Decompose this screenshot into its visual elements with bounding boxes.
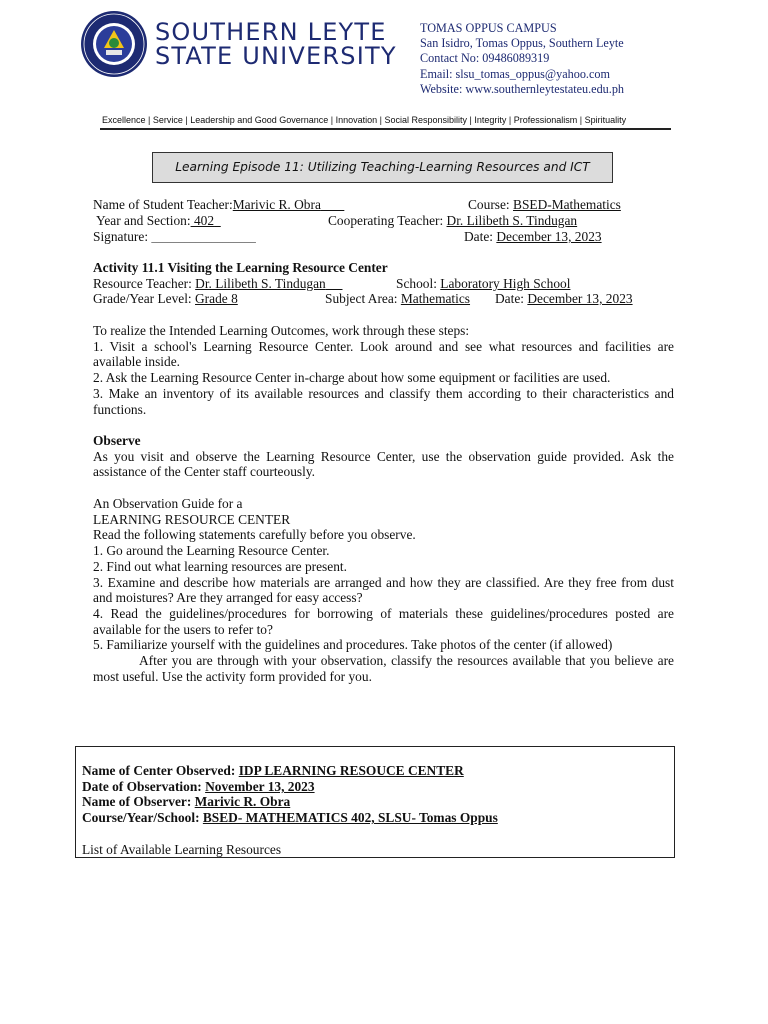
observation-date-value: November 13, 2023: [205, 779, 315, 794]
step-1: 1. Visit a school's Learning Resource Center. Look around and see what resources and facilities are available inside.: [93, 338, 674, 370]
course-value: BSED-Mathematics: [513, 197, 621, 212]
observer-name-field: [82, 794, 290, 810]
university-seal-logo: [80, 10, 148, 78]
resource-teacher-label: Resource Teacher:: [93, 276, 196, 291]
resource-teacher-value: Dr. Lilibeth S. Tindugan: [195, 276, 326, 291]
campus-website: Website: www.southernleytestateu.edu.ph: [420, 81, 625, 96]
resource-teacher-field: [93, 276, 343, 292]
observe-text: As you visit and observe the Learning Resource Center, use the observation guide provided. Ask the assistance of the Center staff courteously.: [93, 448, 674, 480]
grade-level-value: Grade 8: [195, 291, 238, 306]
guide-item-3: 3. Examine and describe how materials are arranged and how they are classified. Are they free from dust and moistures? Are they arranged for easy access?: [93, 574, 674, 606]
campus-contact: Contact No: 09486089319: [420, 51, 550, 66]
course-label: Course:: [468, 197, 514, 212]
steps-section: [93, 323, 674, 417]
signature-field: [93, 229, 256, 247]
resources-list-label: List of Available Learning Resources: [82, 842, 282, 857]
subject-area-value: Mathematics: [400, 291, 471, 306]
observer-name-label: Name of Observer:: [82, 794, 195, 809]
guide-item-4: 4. Read the guidelines/procedures for borrowing of materials these guidelines/procedures posted are available for the users to refer to?: [93, 605, 674, 637]
school-field: [396, 276, 570, 292]
cooperating-teacher-value: Dr. Lilibeth S. Tindugan: [446, 213, 578, 228]
guide-item-5: 5. Familiarize yourself with the guidelines and procedures. Take photos of the center (if allowed): [93, 637, 613, 653]
guide-closing: After you are through with your observation, classify the resources available that you believe are most useful. Use the activity form provided for you.: [93, 653, 674, 684]
center-observed-value: IDP LEARNING RESOUCE CENTER: [238, 763, 464, 778]
course-year-school-field: [82, 810, 498, 826]
course-year-school-value: BSED- MATHEMATICS 402, SLSU- Tomas Oppus: [202, 810, 498, 825]
activity-date-value: December 13, 2023: [527, 291, 633, 306]
episode-title: Learning Episode 11: Utilizing Teaching-Learning Resources and ICT: [175, 159, 590, 174]
guide-item-1: 1. Go around the Learning Resource Center.: [93, 543, 330, 559]
core-values: Excellence | Service | Leadership and Good Governance | Innovation | Social Responsibility | Integrity | Professionalism | Spirituality: [102, 115, 627, 125]
activity-title: Activity 11.1 Visiting the Learning Resource Center: [93, 260, 388, 275]
student-name-value: Marivic R. Obra: [232, 197, 321, 212]
header-divider: [100, 128, 671, 130]
step-2: 2. Ask the Learning Resource Center in-charge about how some equipment or facilities are used.: [93, 370, 611, 386]
year-section-value: 402: [190, 213, 215, 228]
activity-form-box: [75, 746, 675, 858]
cooperating-teacher-label: Cooperating Teacher:: [328, 213, 447, 228]
university-name-line1: SOUTHERN LEYTE: [155, 18, 387, 46]
grade-level-field: [93, 291, 238, 307]
episode-title-box: [152, 152, 613, 183]
observe-section: [93, 433, 674, 480]
subject-area-field: [325, 291, 470, 307]
center-observed-label: Name of Center Observed:: [82, 763, 239, 778]
campus-name: TOMAS OPPUS CAMPUS: [420, 21, 557, 35]
date-value: December 13, 2023: [496, 229, 602, 244]
campus-email: Email: slsu_tomas_oppus@yahoo.com: [420, 66, 610, 81]
observation-date-field: [82, 779, 315, 795]
student-name-blank: [321, 197, 344, 212]
steps-intro: To realize the Intended Learning Outcomes, work through these steps:: [93, 323, 470, 338]
signature-blank: ___________________: [151, 232, 256, 244]
cooperating-teacher-field: [328, 213, 577, 229]
center-observed-field: [82, 763, 464, 779]
date-label: Date:: [464, 229, 497, 244]
year-section-label: Year and Section:: [96, 213, 191, 228]
activity-date-field: [495, 291, 633, 307]
observation-guide: [93, 496, 674, 684]
observe-heading: Observe: [93, 433, 141, 448]
school-value: Laboratory High School: [440, 276, 571, 291]
signature-label: Signature:: [93, 229, 152, 244]
course-year-school-label: Course/Year/School:: [82, 810, 203, 825]
campus-address: San Isidro, Tomas Oppus, Southern Leyte: [420, 36, 624, 51]
guide-title-line1: An Observation Guide for a: [93, 496, 243, 511]
step-3: 3. Make an inventory of its available resources and classify them according to their characteristics and functions.: [93, 385, 674, 417]
campus-contact-block: [420, 21, 624, 97]
year-section-field: [96, 213, 221, 229]
guide-item-2: 2. Find out what learning resources are present.: [93, 558, 347, 574]
course-field: [468, 197, 621, 213]
student-name-label: Name of Student Teacher:: [93, 197, 233, 212]
grade-level-label: Grade/Year Level:: [93, 291, 196, 306]
guide-title-line2: LEARNING RESOURCE CENTER: [93, 511, 291, 527]
resource-teacher-blank: [326, 276, 343, 291]
activity-date-label: Date:: [495, 291, 528, 306]
observer-name-value: Marivic R. Obra: [194, 794, 291, 809]
observation-date-label: Date of Observation:: [82, 779, 206, 794]
year-section-blank: [214, 213, 221, 228]
student-name-field: [93, 197, 344, 213]
school-label: School:: [396, 276, 441, 291]
subject-area-label: Subject Area:: [325, 291, 401, 306]
date-field: [464, 229, 602, 245]
university-name-line2: STATE UNIVERSITY: [155, 42, 397, 70]
guide-instruction: Read the following statements carefully before you observe.: [93, 527, 416, 543]
university-name: [155, 20, 397, 68]
